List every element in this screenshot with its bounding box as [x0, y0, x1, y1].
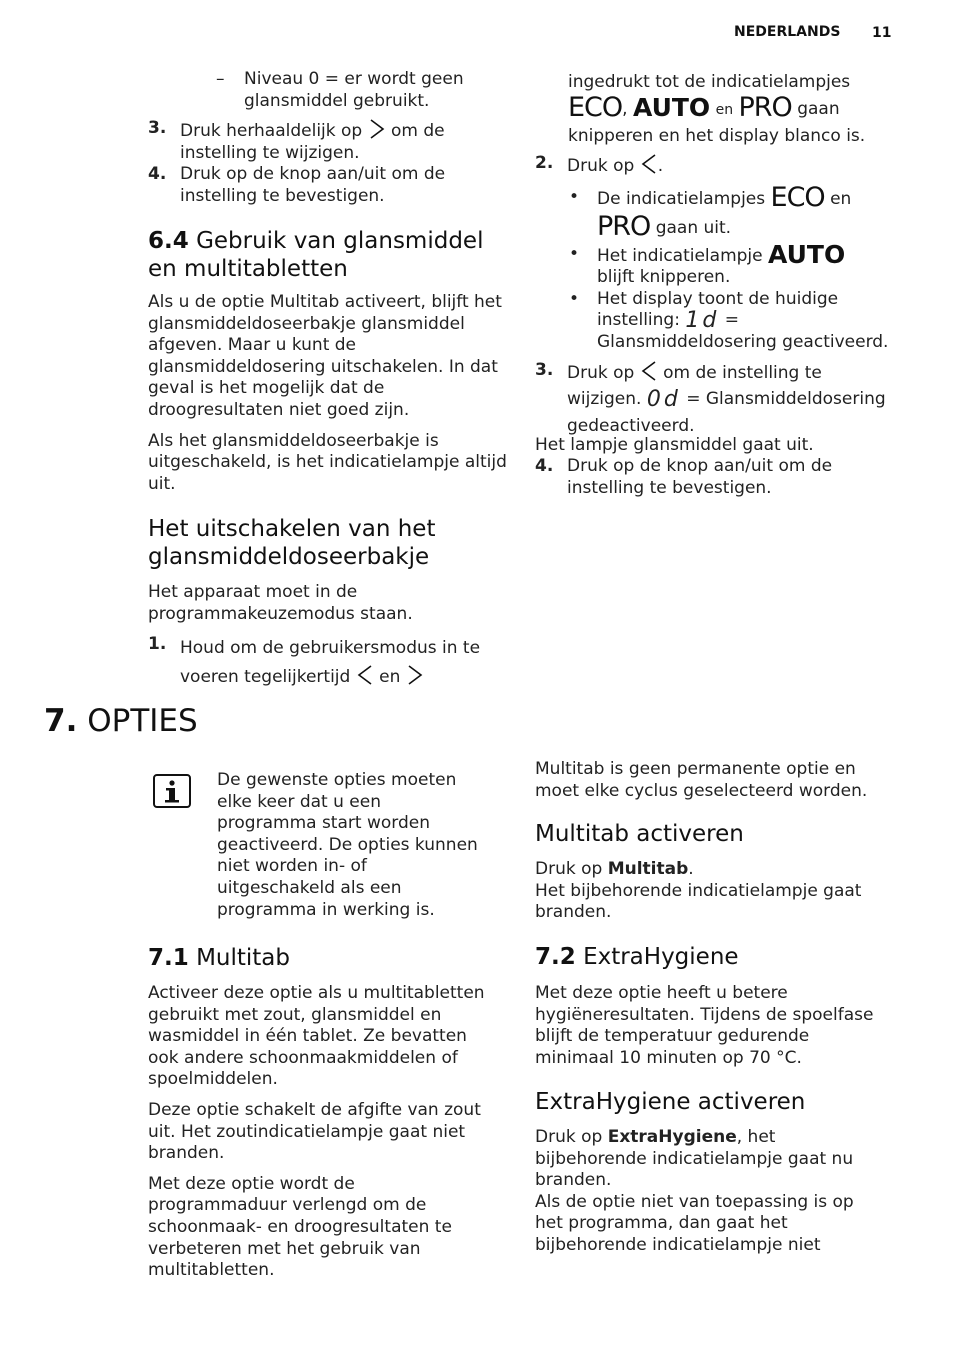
subsection-extrahygiene-activate — [535, 1088, 875, 1116]
page-number: 11 — [872, 25, 892, 41]
section-7-1 — [148, 944, 488, 972]
step-text — [180, 634, 504, 692]
subsection-body — [148, 582, 504, 692]
multitab-intro: Multitab is geen permanente optie en moet elke cyclus geselecteerd worden. — [535, 759, 868, 801]
paragraph: Deze optie schakelt de afgifte van zout uit. Het zoutindicatielampje gaat niet branden. — [148, 1099, 481, 1164]
section-title-text: ExtraHygiene — [583, 944, 739, 970]
bullet-item — [535, 181, 895, 242]
info-note-text: De gewenste opties moeten elke keer dat u een programma start worden geactiveerd. De opties kunnen niet worden in- of uitgeschakeld als een programma in werking is. — [217, 770, 478, 920]
step-text — [180, 118, 504, 164]
step-text-a: Druk herhaaldelijk op — [180, 121, 363, 142]
info-icon — [152, 773, 192, 809]
auto-indicator-label: AUTO — [632, 93, 711, 122]
display-readout: 1d — [685, 308, 720, 334]
chevron-left-icon — [356, 664, 374, 686]
bullet-marker: • — [569, 288, 580, 309]
step-text-en: en — [379, 667, 401, 688]
extrahygiene-activate-body — [535, 1127, 880, 1257]
chapter-title: OPTIES — [87, 703, 198, 739]
step-4 — [535, 456, 895, 499]
page-header — [700, 24, 900, 44]
step-text-a: Druk op — [567, 156, 635, 176]
bullet-marker: • — [569, 243, 580, 264]
bullet-item — [535, 289, 895, 354]
section-number: 7.2 — [535, 944, 576, 970]
step-text — [567, 153, 895, 178]
dash-text: Niveau 0 = er wordt geen glansmiddel gebruikt. — [244, 69, 464, 111]
pro-indicator-label: PRO — [738, 92, 792, 123]
section-6-4 — [148, 227, 508, 283]
step-text-a: Houd om de gebruikersmodus in te voeren tegelijkertijd — [180, 638, 481, 688]
bullet-marker: • — [569, 186, 580, 207]
section-title-text: Multitab — [196, 945, 290, 971]
bullet-text-a: De indicatielampjes — [597, 188, 766, 209]
step-text-a: Druk op — [567, 362, 635, 383]
bullet-text-b: blijft knipperen. — [597, 267, 731, 288]
paragraph: Met deze optie wordt de programmaduur verlengd om de schoonmaak- en droogresultaten te verbeteren met het gebruik van multitabletten. — [148, 1173, 452, 1281]
continued-text-a: ingedrukt tot de indicatielampjes — [568, 72, 851, 92]
section-6-4-body — [148, 292, 510, 504]
multitab-lamp-line: Het bijbehorende indicatielampje gaat branden. — [535, 880, 862, 923]
bullet-text-a: Het indicatielampje — [597, 245, 763, 266]
step-3 — [535, 360, 895, 439]
comma: , — [622, 99, 628, 119]
step-text-c: = Glansmiddeldosering gedeactiveerd. — [567, 388, 886, 436]
section-title — [535, 943, 875, 971]
continued-text-b: gaan knipperen en het display blanco is. — [568, 99, 866, 146]
section-title — [148, 944, 488, 972]
bullet-item — [535, 239, 895, 289]
section-number: 6.4 — [148, 228, 189, 254]
bullet-text-a: Het display toont de huidige instelling: — [597, 288, 839, 331]
bullet-text — [597, 239, 895, 289]
dash-marker: – — [216, 69, 225, 89]
step-text-b: om de instelling te wijzigen. — [180, 121, 445, 163]
subsection-title: ExtraHygiene activeren — [535, 1089, 806, 1115]
paragraph: Als u de optie Multitab activeert, blijft het glansmiddeldoseerbakje glansmiddel afgeven. Maar u kunt de glansmiddeldosering uitschakelen. In dat geval is het mogelijk dat de droogresultaten niet goed zijn. — [148, 292, 502, 420]
text-a: Druk op — [535, 1127, 603, 1147]
bullet-text-b: gaan uit. — [655, 217, 732, 238]
chevron-right-icon — [406, 664, 424, 686]
text-en: en — [715, 102, 734, 118]
subsection-disable-rinse-aid — [148, 515, 498, 571]
right-column-top — [535, 69, 895, 499]
subsection-title: Multitab activeren — [535, 821, 744, 847]
section-number: 7.1 — [148, 945, 189, 971]
chevron-right-icon — [368, 118, 386, 140]
bullet-text — [597, 289, 895, 354]
step-number: 4. — [148, 164, 167, 185]
text-b: , het bijbehorende indicatielampje gaat nu branden. — [535, 1127, 854, 1191]
step-number: 3. — [535, 359, 554, 380]
pro-indicator-label: PRO — [597, 210, 651, 242]
step-number: 3. — [148, 118, 167, 139]
continued-text — [535, 69, 895, 149]
chapter-number: 7. — [44, 703, 78, 739]
multitab-option-name: Multitab — [607, 859, 689, 879]
step-text: Druk op de knop aan/uit om de instelling te bevestigen. — [567, 456, 833, 498]
multitab-press-line — [535, 859, 885, 881]
auto-indicator-label: AUTO — [768, 239, 846, 269]
subsection-multitab-activate — [535, 820, 875, 848]
subsection-title: Het uitschakelen van het glansmiddeldoseerbakje — [148, 516, 436, 570]
chapter-heading — [44, 701, 444, 741]
extrahygiene-press-line — [535, 1127, 880, 1192]
paragraph: Activeer deze optie als u multitabletten gebruikt met zout, glansmiddel en wasmiddel in één tablet. Ze bevatten ook andere schoonmaakmiddelen of spoelmiddelen. — [148, 983, 485, 1090]
dash-list-item — [148, 69, 504, 112]
step-text: Druk op de knop aan/uit om de instelling te bevestigen. — [180, 164, 446, 206]
section-7-2-body: Met deze optie heeft u betere hygiëneresultaten. Tijdens de spoelfase blijft de temperatuur gedurende minimaal 10 minuten op 70 °C. — [535, 983, 874, 1068]
extrahygiene-note: Als de optie niet van toepassing is op het programma, dan gaat het bijbehorende indicatielampje niet — [535, 1191, 854, 1255]
left-column-top — [148, 69, 504, 208]
chevron-left-icon — [640, 153, 658, 175]
step-text-b: om de instelling te wijzigen. — [567, 362, 822, 409]
text-a: Druk op — [535, 859, 603, 879]
step-4 — [148, 164, 504, 207]
eco-indicator-label: ECO — [770, 181, 825, 213]
step-number: 4. — [535, 456, 554, 477]
step-text — [567, 360, 895, 439]
section-7-1-body — [148, 983, 496, 1291]
step-number: 1. — [148, 634, 167, 655]
section-title — [148, 227, 508, 283]
text-b: . — [688, 859, 694, 879]
text-en: en — [830, 188, 852, 209]
extrahygiene-option-name: ExtraHygiene — [607, 1127, 737, 1147]
eco-indicator-label: ECO — [568, 92, 623, 123]
step-text-b: . — [657, 156, 664, 176]
step-2 — [535, 153, 895, 178]
step-number: 2. — [535, 153, 554, 173]
bullet-text — [597, 181, 895, 242]
multitab-activate-body — [535, 859, 885, 924]
step-1 — [148, 634, 504, 692]
chevron-left-icon — [640, 360, 658, 382]
lamp-off-text: Het lampje glansmiddel gaat uit. — [535, 434, 814, 455]
section-title-text: Gebruik van glansmiddel en multitabletten — [148, 228, 484, 282]
step-3 — [148, 118, 504, 164]
display-readout: 0d — [646, 386, 681, 412]
paragraph: Het apparaat moet in de programmakeuzemodus staan. — [148, 582, 413, 624]
bullet-text-b: = Glansmiddeldosering geactiveerd. — [597, 310, 889, 352]
section-7-2 — [535, 943, 875, 971]
header-language: NEDERLANDS — [734, 24, 841, 40]
paragraph: Als het glansmiddeldoseerbakje is uitgeschakeld, is het indicatielampje altijd uit. — [148, 430, 507, 494]
